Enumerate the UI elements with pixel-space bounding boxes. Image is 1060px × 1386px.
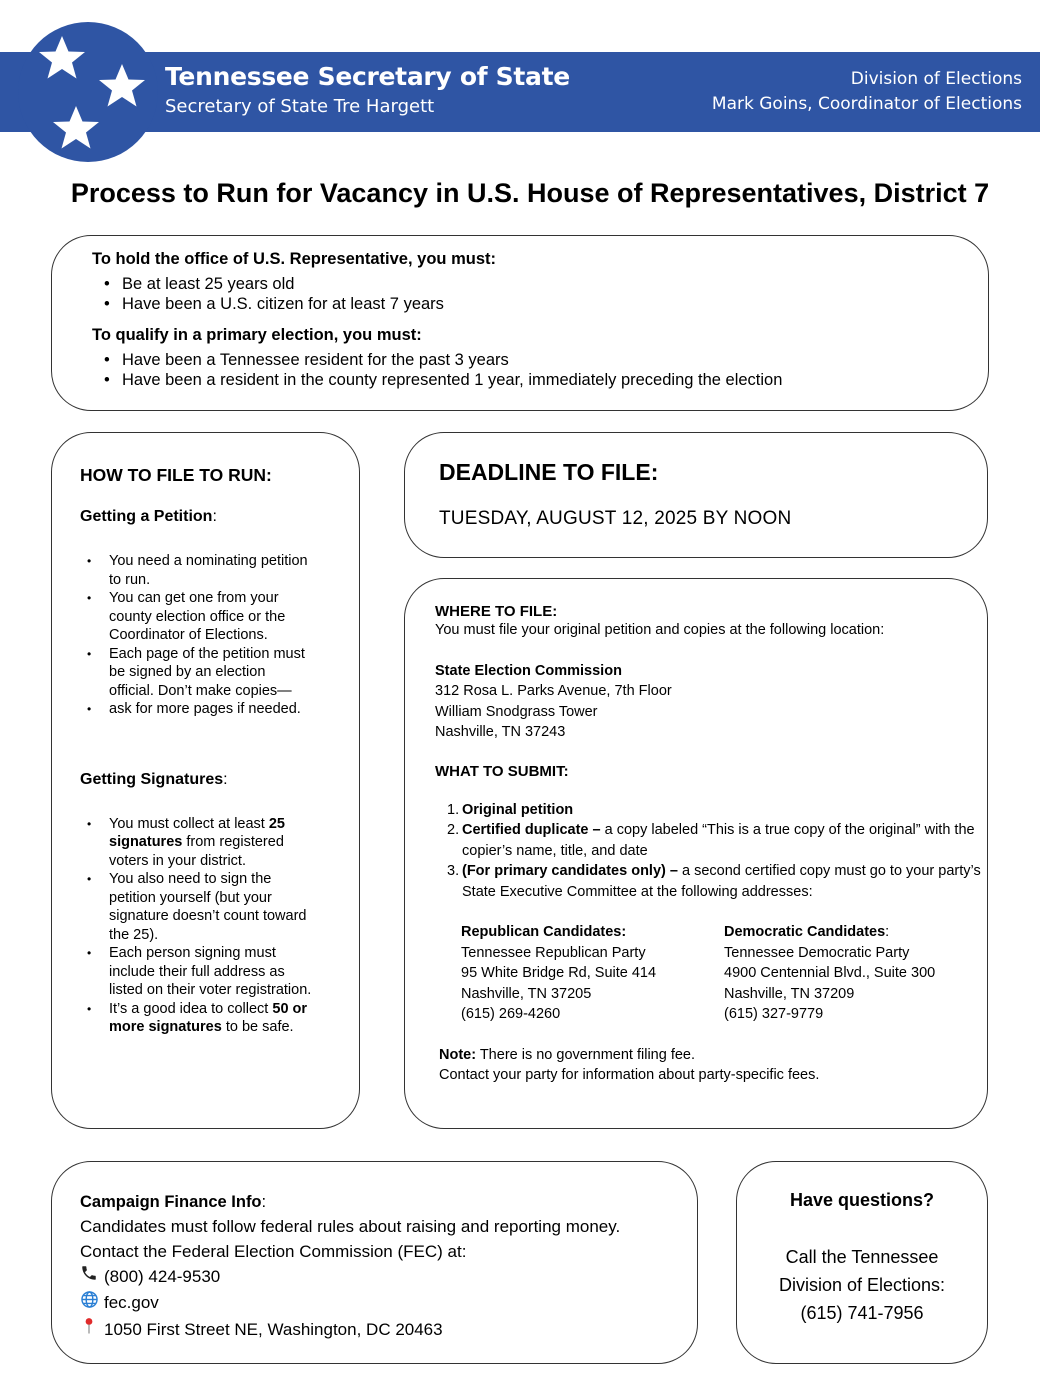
petition-list [80,552,312,719]
list-item: • Each page of the petition must be signed by an election official. Don’t make copies— [80,645,312,701]
list-item: • ask for more pages if needed. [80,700,312,719]
list-item: 2. Certified duplicate – a copy labeled “This is a true copy of the original” with the copier’s name, title, and date [447,822,975,859]
address-line: Tennessee Republican Party [461,944,646,961]
address-line: Tennessee Democratic Party [724,944,910,961]
tri-star-seal-logo [18,22,158,162]
pin-icon [80,1316,104,1344]
fee-note: Note: There is no government filing fee. Contact your party for information about party-specific fees. [439,1046,820,1083]
list-item: • You also need to sign the petition yourself (but your signature doesn’t count toward the 25). [80,870,312,944]
submit-list [447,800,987,903]
list-item: • You can get one from your county election office or the Coordinator of Elections. [80,589,312,645]
fec-phone[interactable]: (800) 424-9530 [80,1264,697,1290]
list-item: • Be at least 25 years old [92,274,988,294]
deadline-heading: DEADLINE TO FILE: [439,459,659,485]
phone-number: (615) 269-4260 [461,1006,561,1022]
list-item: • You need a nominating petition to run. [80,552,312,589]
democratic-heading: Democratic Candidates: [724,924,890,940]
how-to-file-box [51,432,360,1129]
republican-address [461,922,724,1025]
where-to-file-intro: You must file your original petition and copies at the following location: [435,622,885,638]
fec-website-link[interactable]: fec.gov [80,1290,697,1317]
party-addresses [461,922,987,1025]
questions-box [736,1161,988,1364]
signatures-section [80,771,359,1037]
globe-icon [80,1290,104,1317]
questions-line: Call the Tennessee [785,1247,939,1267]
list-item: • It’s a good idea to collect 50 or more signatures to be safe. [80,1000,312,1037]
page-title: Process to Run for Vacancy in U.S. House of Representatives, District 7 [70,178,990,208]
questions-line: Division of Elections: [778,1275,946,1295]
finance-line: Candidates must follow federal rules about raising and reporting money. [80,1217,621,1236]
where-to-file-box [404,578,988,1129]
list-item: • Each person signing must include their full address as listed on their voter registration. [80,944,312,1000]
democratic-address [724,922,987,1025]
signatures-heading: Getting Signatures: [80,770,228,788]
finance-line: Contact the Federal Election Commission (FEC) at: [80,1242,467,1261]
fec-address: 1050 First Street NE, Washington, DC 20463 [80,1316,697,1344]
deadline-date: TUESDAY, AUGUST 12, 2025 BY NOON [439,508,792,529]
questions-phone[interactable]: (615) 741-7956 [800,1303,924,1323]
list-item: • Have been a U.S. citizen for at least 7 years [92,294,988,314]
address-line: Nashville, TN 37243 [435,724,566,740]
phone-icon [80,1264,104,1290]
coordinator-name: Mark Goins, Coordinator of Elections [711,94,1022,114]
tri-star-icon [18,22,158,162]
address-line: 95 White Bridge Rd, Suite 414 [461,965,657,981]
address-line: Nashville, TN 37209 [724,985,855,1002]
deadline-box [404,432,988,558]
agency-name: Tennessee Secretary of State [165,62,570,91]
requirements-box [51,235,989,411]
list-item: • Have been a Tennessee resident for the past 3 years [92,350,988,370]
campaign-finance-heading: Campaign Finance Info: [80,1193,267,1211]
phone-number: (615) 327-9779 [724,1006,824,1022]
address-line: 4900 Centennial Blvd., Suite 300 [724,965,936,981]
address-line: Nashville, TN 37205 [461,985,592,1002]
address-line: 312 Rosa L. Parks Avenue, 7th Floor [435,683,672,699]
list-item: 3. (For primary candidates only) – a second certified copy must go to your party’s State Executive Committee at the following addresses: [447,863,981,900]
signatures-list [80,815,312,1037]
address-line: William Snodgrass Tower [435,703,598,720]
petition-heading: Getting a Petition: [80,508,217,525]
how-to-file-heading: HOW TO FILE TO RUN: [80,465,272,485]
petition-section [80,508,359,719]
filing-office-name: State Election Commission [435,662,622,679]
official-name: Secretary of State Tre Hargett [165,96,435,117]
list-item: • You must collect at least 25 signatures from registered voters in your district. [80,815,312,871]
where-to-file-heading: WHERE TO FILE: [435,603,558,620]
what-to-submit-heading: WHAT TO SUBMIT: [435,762,569,780]
division-name: Division of Elections [850,69,1022,89]
filing-address [435,661,987,743]
questions-heading: Have questions? [789,1190,935,1210]
office-requirements-list [92,274,988,314]
primary-requirements-heading: To qualify in a primary election, you must: [92,326,422,344]
republican-heading: Republican Candidates: [461,924,627,940]
office-requirements-heading: To hold the office of U.S. Representative, you must: [92,250,496,268]
list-item: 1. Original petition [447,801,574,818]
primary-requirements-list [92,350,988,390]
list-item: • Have been a resident in the county represented 1 year, immediately preceding the election [92,370,988,390]
campaign-finance-box [51,1161,698,1364]
